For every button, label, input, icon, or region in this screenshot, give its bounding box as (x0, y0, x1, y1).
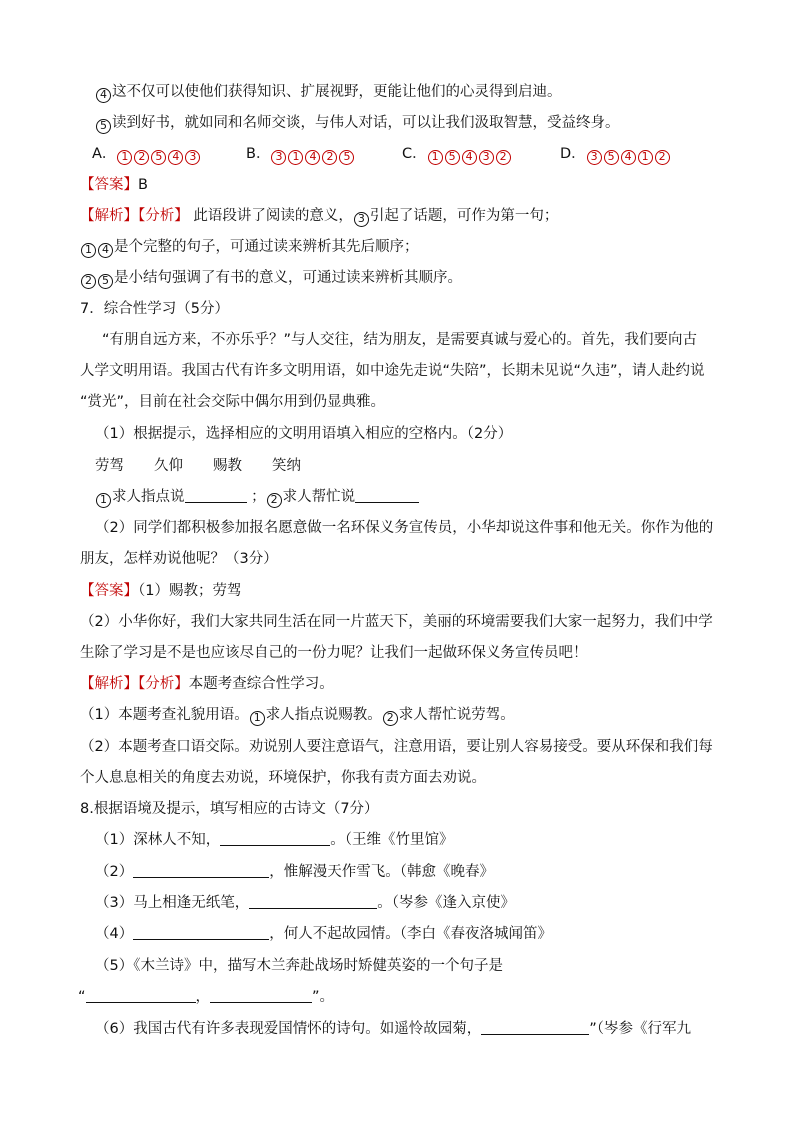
q7-answer: 【答案】（1）赐教；劳驾 (80, 583, 242, 599)
q6-answer: 【答案】B (80, 177, 148, 193)
circled-number-1: 1 (96, 493, 111, 508)
q7-title: 7．综合性学习（5分） (80, 301, 229, 317)
q7-answer-2b: 生除了学习是不是也应该尽自己的一份力呢？让我们一起做环保义务宣传员吧！ (80, 645, 588, 661)
q8-line-1: （1）深林人不知， 。（王维《竹里馆》 (95, 832, 454, 848)
q7-word-choices (95, 456, 301, 476)
circled-number-5: 5 (445, 150, 460, 165)
fill-blank[interactable] (210, 988, 312, 1003)
q7-sub2-line1: （2）同学们都积极参加报名愿意做一名环保义务宣传员，小华却说这件事和他无关。你作为他的 (95, 520, 714, 536)
q6-analysis-line3: 2 5 是小结句强调了有书的意义，可通过读来辨析其顺序。 (80, 268, 462, 289)
circled-number-2: 2 (383, 711, 398, 726)
circled-number-5: 5 (96, 119, 111, 134)
circled-number-4: 4 (621, 150, 636, 165)
option-d: D． 3 5 4 1 2 (560, 144, 671, 165)
circled-number-1: 1 (250, 711, 265, 726)
circled-number-1: 1 (288, 150, 303, 165)
circled-number-2: 2 (322, 150, 337, 165)
q8-line-2: （2） ，惟解漫天作雪飞。（韩愈《晚春》 (95, 864, 494, 880)
q7-intro-1: “有朋自远方来，不亦乐乎？”与人交往，结为朋友，是需要真诚与爱心的。首先，我们要向古 (102, 332, 698, 348)
circled-number-5: 5 (604, 150, 619, 165)
q7-analysis: 【解析】【分析】本题考查综合性学习。 (80, 676, 334, 692)
option-a: A． 1 2 5 4 3 (92, 144, 201, 165)
q7-analysis-2a: （2）本题考查口语交际。劝说别人要注意语气，注意用语，要让别人容易接受。要从环保和我们每 (80, 739, 713, 755)
circled-number-4: 4 (305, 150, 320, 165)
q6-analysis: 【解析】【分析】 此语段讲了阅读的意义， 3 引起了话题，可作为第一句； (80, 208, 559, 225)
q8-line-3: （3）马上相逢无纸笔， 。（岑参《逢入京使》 (95, 895, 515, 911)
circled-number-1: 1 (117, 150, 132, 165)
circled-number-4: 4 (98, 243, 113, 258)
q8-line-6: （6）我国古代有许多表现爱国情怀的诗句。如遥怜故园菊， ”（岑参《行军九 (95, 1021, 691, 1037)
circled-number-4: 4 (168, 150, 183, 165)
q7-analysis-2b: 个人息息相关的角度去劝说，环境保护，你我有责方面去劝说。 (80, 770, 486, 786)
word-choice: 笑纳 (272, 458, 301, 474)
circled-number-5: 5 (98, 274, 113, 289)
circled-number-2: 2 (267, 493, 282, 508)
q7-sub1: （1）根据提示，选择相应的文明用语填入相应的空格内。（2分） (95, 426, 513, 442)
circled-number-4: 4 (96, 88, 111, 103)
circled-number-3: 3 (185, 150, 200, 165)
option-b: B． 3 1 4 2 5 (246, 144, 355, 165)
circled-number-3: 3 (479, 150, 494, 165)
q7-intro-3: “赏光”，目前在社会交际中偶尔用到仍显典雅。 (80, 394, 386, 410)
circled-number-2: 2 (655, 150, 670, 165)
fill-blank-1[interactable] (185, 488, 247, 503)
q7-analysis-1: （1）本题考查礼貌用语。 1 求人指点说赐教。 2 求人帮忙说劳驾。 (80, 707, 515, 724)
word-choice: 劳驾 (95, 458, 124, 474)
q8-title: 8.根据语境及提示，填写相应的古诗文（7分） (80, 801, 379, 817)
circled-number-3: 3 (354, 212, 369, 227)
circled-number-1: 1 (638, 150, 653, 165)
circled-number-2: 2 (81, 274, 96, 289)
circled-number-3: 3 (587, 150, 602, 165)
circled-number-2: 2 (496, 150, 511, 165)
sentence-5: 5 读到好书，就如同和名师交谈，与伟人对话，可以让我们汲取智慧，受益终身。 (95, 113, 620, 134)
fill-blank[interactable] (133, 925, 269, 940)
q8-line-5: （5）《木兰诗》中，描写木兰奔赴战场时矫健英姿的一个句子是 (95, 958, 503, 974)
circled-number-4: 4 (462, 150, 477, 165)
word-choice: 久仰 (154, 458, 183, 474)
circled-number-2: 2 (134, 150, 149, 165)
circled-number-3: 3 (271, 150, 286, 165)
option-c: C． 1 5 4 3 2 (402, 144, 512, 165)
fill-blank[interactable] (86, 988, 196, 1003)
circled-number-5: 5 (339, 150, 354, 165)
q6-analysis-line2: 1 4 是个完整的句子，可通过读来辨析其先后顺序； (80, 237, 419, 258)
circled-number-5: 5 (151, 150, 166, 165)
q7-sub2-line2: 朋友，怎样劝说他呢？（3分） (80, 551, 278, 567)
q7-intro-2: 人学文明用语。我国古代有许多文明用语，如中途先走说“失陪”，长期未见说“久违”，请人赴约说 (80, 363, 705, 379)
fill-blank[interactable] (481, 1020, 589, 1035)
q7-fill-line: 1 求人指点说 ； 2 求人帮忙说 (95, 487, 419, 508)
fill-blank[interactable] (133, 863, 269, 878)
circled-number-1: 1 (81, 243, 96, 258)
fill-blank-2[interactable] (355, 488, 419, 503)
sentence-4: 4 这不仅可以使他们获得知识、扩展视野，更能让他们的心灵得到启迪。 (95, 82, 562, 103)
q8-line-5b: “ ， ”。 (78, 989, 335, 1005)
word-choice: 赐教 (213, 458, 242, 474)
q7-answer-2a: （2）小华你好，我们大家共同生活在同一片蓝天下，美丽的环境需要我们大家一起努力，我们中学 (80, 614, 713, 630)
q8-line-4: （4） ，何人不起故园情。（李白《春夜洛城闻笛》 (95, 926, 552, 942)
fill-blank[interactable] (249, 894, 377, 909)
circled-number-1: 1 (428, 150, 443, 165)
fill-blank[interactable] (220, 831, 330, 846)
